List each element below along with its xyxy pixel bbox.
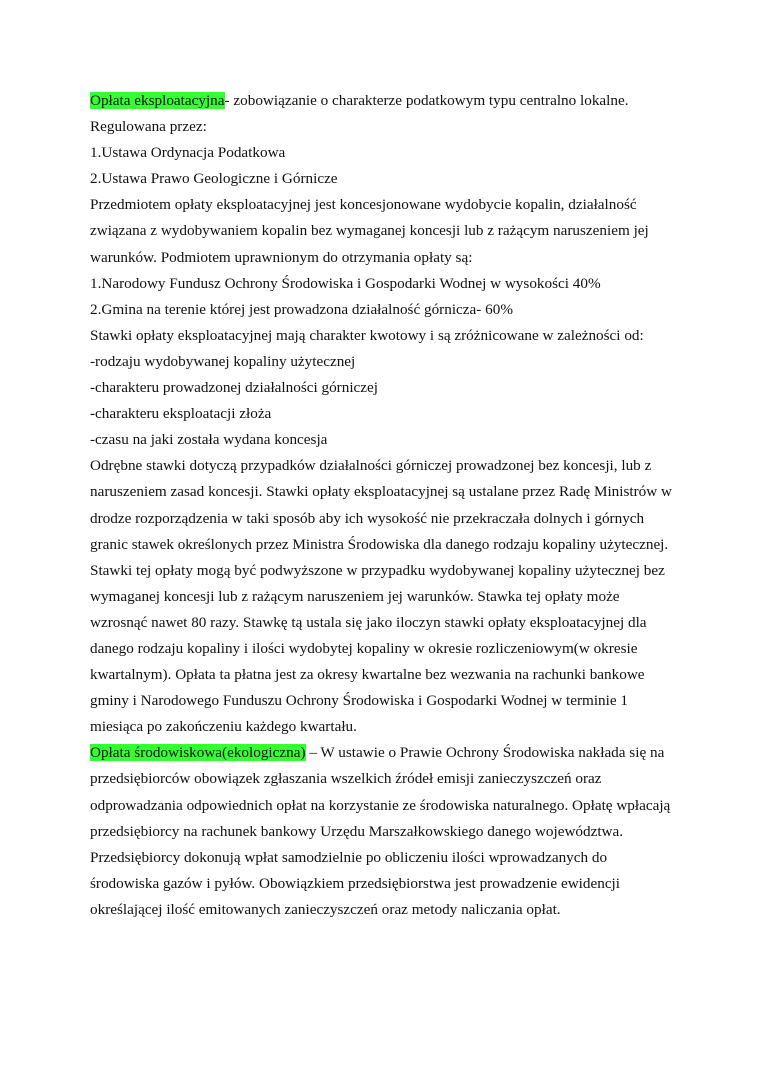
paragraph-rates: Odrębne stawki dotyczą przypadków działalności górniczej prowadzonej bez koncesji, lub z naruszeniem zasad koncesji. Stawki opłaty eksploatacyjnej są ustalane przez Radę Ministrów w drodze rozporządzenia w taki sposób aby ich wysokość nie przekraczała dolnych i górnych granic stawek określonych przez Ministra Środowiska dla danego rodzaju kopaliny użytecznej. Stawki tej opłaty mogą być podwyższone w przypadku wydobywanej kopaliny użytecznej bez wymaganej koncesji lub z rażącym naruszeniem jej warunków. Stawka tej opłaty może wzrosnąć nawet 80 razy. Stawkę tą ustala się jako iloczyn stawki opłaty eksploatacyjnej dla danego rodzaju kopaliny i ilości wydobytej kopaliny w okresie rozliczeniowym(w okresie kwartalnym). Opłata ta płatna jest za okresy kwartalne bez wezwania na rachunki bankowe gminy i Narodowego Funduszu Ochrony Środowiska i Gospodarki Wodnej w terminie 1 miesiąca po zakończeniu każdego kwartału. [90,457,673,736]
heading-environmental-fee: Opłata środowiskowa(ekologiczna) [90,744,306,762]
rates-intro: Stawki opłaty eksploatacyjnej mają charakter kwotowy i są zróżnicowane w zależności od: [90,326,644,344]
paragraph-exploitation-fee-definition [90,88,680,114]
recipient-item-2: 2.Gmina na terenie której jest prowadzona działalność górnicza- 60% [90,300,513,318]
factor-item-2: -charakteru prowadzonej działalności górniczej [90,379,378,397]
heading-exploitation-fee: Opłata eksploatacyjna [90,92,225,109]
recipient-item-1: 1.Narodowy Fundusz Ochrony Środowiska i Gospodarki Wodnej w wysokości 40% [90,274,601,292]
document-body [90,88,680,923]
regulated-by-label: Regulowana przez: [90,118,207,136]
factor-item-1: -rodzaju wydobywanej kopaliny użytecznej [90,352,356,370]
factor-item-3: -charakteru eksploatacji złoża [90,405,272,423]
law-item-2: 2.Ustawa Prawo Geologiczne i Górnicze [90,170,338,188]
definition-text: - zobowiązanie o charakterze podatkowym typu centralno lokalne. [224,92,629,109]
paragraph-subject: Przedmiotem opłaty eksploatacyjnej jest koncesjonowane wydobycie kopalin, działalność związana z wydobywaniem kopalin bez wymaganej koncesji lub z rażącym naruszeniem jej warunków. Podmiotem uprawnionym do otrzymania opłaty są: [90,196,649,266]
environmental-fee-text: – W ustawie o Prawie Ochrony Środowiska nakłada się na przedsiębiorców obowiązek zgłaszania wszelkich źródeł emisji zanieczyszczeń oraz odprowadzania odpowiednich opłat na korzystanie ze środowiska naturalnego. Opłatę wpłacają przedsiębiorcy na rachunek bankowy Urzędu Marszałkowskiego danego województwa. Przedsiębiorcy dokonują wpłat samodzielnie po obliczeniu ilości wprowadzanych do środowiska gazów i pyłów. Obowiązkiem przedsiębiorstwa jest prowadzenie ewidencji określającej ilość emitowanych zanieczyszczeń oraz metody naliczania opłat. [90,744,671,918]
law-item-1: 1.Ustawa Ordynacja Podatkowa [90,144,286,162]
paragraph-environmental-fee [90,740,680,923]
factor-item-4: -czasu na jaki została wydana koncesja [90,431,328,449]
